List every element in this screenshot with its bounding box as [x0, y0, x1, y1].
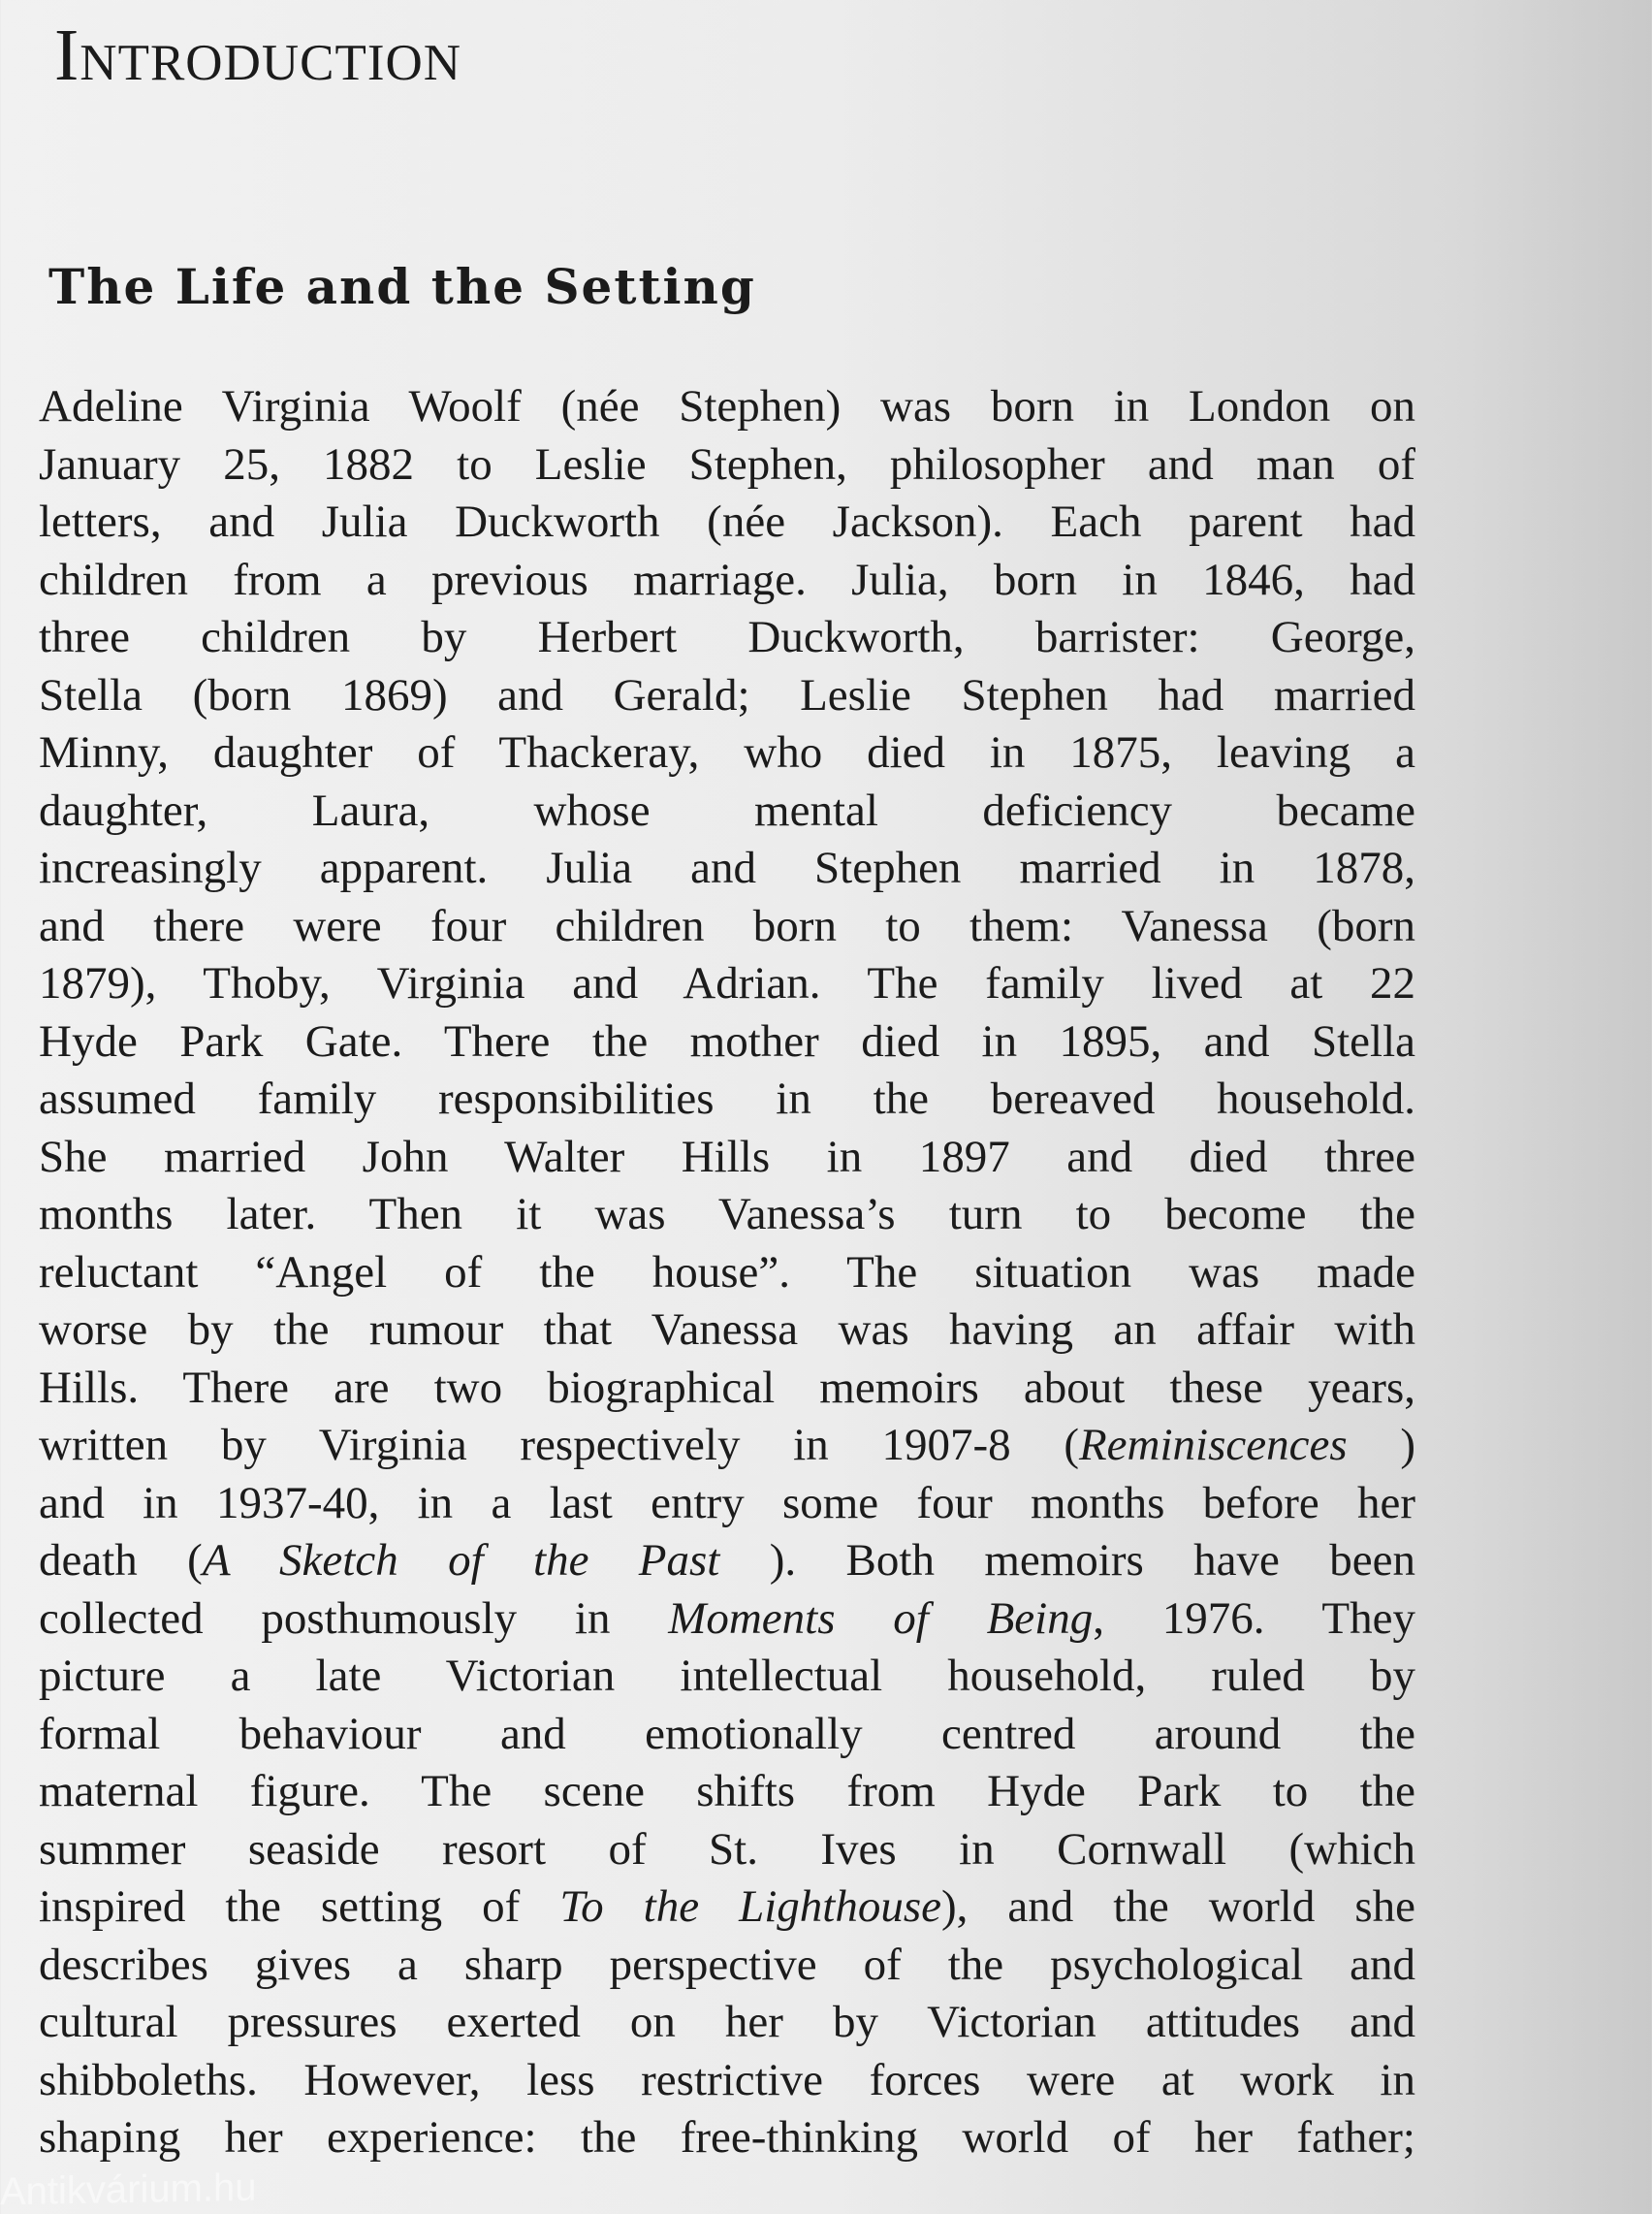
text-line: 1879), Thoby, Virginia and Adrian. The family lived at 22 [39, 958, 1415, 1009]
text-line: shaping her experience: the free-thinking world of her father; [39, 2112, 1415, 2163]
text-line: shibboleths. However, less restrictive forces were at work in [39, 2054, 1415, 2105]
text-line [39, 1878, 1415, 1937]
text-line: Hyde Park Gate. There the mother died in 1895, and Stella [39, 1015, 1415, 1067]
text-line: increasingly apparent. Julia and Stephen married in 1878, [39, 843, 1415, 893]
text-line: summer seaside resort of St. Ives in Cornwall (which [39, 1823, 1415, 1875]
text-line: letters, and Julia Duckworth (née Jackson). Each parent had [39, 497, 1415, 547]
italic-title: Moments of Being [668, 1592, 1094, 1644]
text-line: She married John Walter Hills in 1897 and died three [39, 1131, 1415, 1182]
text-line: children from a previous marriage. Julia, born in 1846, had [39, 554, 1415, 605]
text-line: formal behaviour and emotionally centred around the [39, 1708, 1415, 1759]
text-segment: ), and the world she [941, 1881, 1415, 1932]
text-segment: inspired the setting of [39, 1881, 560, 1932]
text-line: Hills. There are two biographical memoirs about these years, [39, 1362, 1415, 1413]
text-line: three children by Herbert Duckworth, barrister: George, [39, 612, 1415, 662]
text-line: Adeline Virginia Woolf (née Stephen) was born in London on [39, 381, 1415, 432]
text-line [39, 1590, 1415, 1649]
text-line [39, 1532, 1415, 1590]
text-line: Minny, daughter of Thackeray, who died in 1875, leaving a [39, 727, 1415, 778]
text-line: describes gives a sharp perspective of the psychological and [39, 1939, 1415, 1990]
chapter-title: Introduction [54, 15, 462, 96]
italic-title: A Sketch of the Past [202, 1535, 720, 1586]
text-segment: ). Both memoirs have been [719, 1535, 1415, 1586]
watermark: Antikvárium.hu [0, 2166, 257, 2214]
text-line: assumed family responsibilities in the bereaved household. [39, 1074, 1415, 1124]
text-segment: written by Virginia respectively in 1907-8 ( [39, 1420, 1079, 1470]
text-line: maternal figure. The scene shifts from Hyde Park to the [39, 1766, 1415, 1816]
italic-title: Reminiscences [1078, 1420, 1348, 1470]
text-line: daughter, Laura, whose mental deficiency became [39, 785, 1415, 836]
body-paragraph [39, 378, 1415, 2167]
text-segment: death ( [39, 1535, 203, 1586]
text-line [39, 1417, 1415, 1475]
italic-title: To the Lighthouse [559, 1881, 941, 1932]
text-line: months later. Then it was Vanessa’s turn to become the [39, 1189, 1415, 1239]
text-line: Stella (born 1869) and Gerald; Leslie Stephen had married [39, 669, 1415, 721]
text-line: picture a late Victorian intellectual household, ruled by [39, 1651, 1415, 1701]
text-line: worse by the rumour that Vanessa was having an affair with [39, 1304, 1415, 1355]
text-line: January 25, 1882 to Leslie Stephen, philosopher and man of [39, 438, 1415, 490]
text-line: reluctant “Angel of the house”. The situation was made [39, 1246, 1415, 1298]
text-line: cultural pressures exerted on her by Victorian attitudes and [39, 1997, 1415, 2047]
text-segment: ) [1347, 1420, 1415, 1470]
section-heading: The Life and the Setting [48, 258, 756, 315]
text-segment: , 1976. They [1093, 1592, 1415, 1644]
text-line: and there were four children born to them: Vanessa (born [39, 900, 1415, 951]
text-segment: collected posthumously in [39, 1592, 669, 1644]
text-line: and in 1937-40, in a last entry some four months before her [39, 1477, 1415, 1528]
